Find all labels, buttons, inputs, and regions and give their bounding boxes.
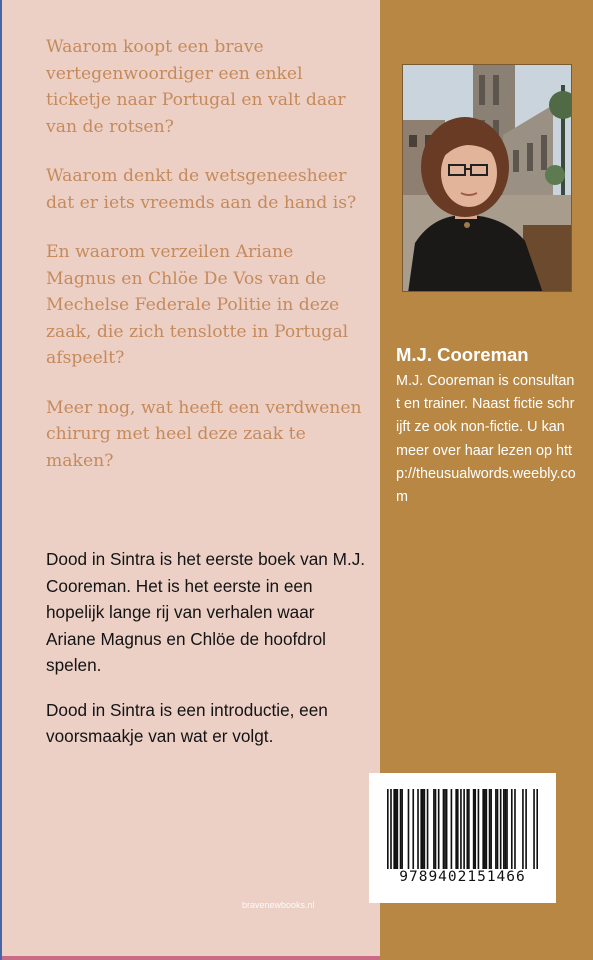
barcode-bar (455, 789, 457, 869)
barcode-bar (514, 789, 516, 869)
barcode-bar (435, 789, 437, 869)
barcode-bar (495, 789, 497, 869)
author-bio: M.J. Cooreman is consultant en trainer. Naast fictie schrijft ze ook non-fictie. U kan meer over haar lezen op http://theusualwords.weebly.com (396, 373, 576, 506)
blurb-paragraph: Dood in Sintra is een introductie, een voorsmaakje van wat er volgt. (46, 699, 328, 746)
barcode-bar (446, 789, 448, 869)
barcode-bar (387, 789, 389, 869)
barcode-bar (427, 789, 429, 869)
barcode-bar (466, 789, 468, 869)
barcode-bar (420, 789, 422, 869)
barcode-bar (417, 789, 419, 869)
barcode-bar (438, 789, 440, 869)
author-photo (402, 64, 572, 292)
barcode-bar (489, 789, 491, 869)
barcode-bar (484, 789, 486, 869)
barcode-bar (505, 789, 507, 869)
barcode-bar (511, 789, 513, 869)
barcode-bar (395, 789, 397, 869)
barcode-bar (463, 789, 465, 869)
barcode-bar (397, 789, 399, 869)
publisher-label: bravenewbooks.nl (242, 900, 315, 910)
isbn-number: 9789402151466 (399, 869, 526, 885)
bottom-edge-strip (2, 956, 382, 960)
teaser-paragraph: Waarom koopt een brave vertegenwoordiger een enkel ticketje naar Portugal en valt daar van de rotsen? (46, 37, 346, 137)
barcode-bar (473, 789, 475, 869)
barcode-bar (474, 789, 476, 869)
book-blurb (46, 546, 366, 768)
barcode-bar (533, 789, 535, 869)
author-name: M.J. Cooreman (396, 344, 529, 365)
barcode-bar (444, 789, 446, 869)
barcode-bar (422, 789, 424, 869)
barcode-bar (460, 789, 462, 869)
barcode-bar (490, 789, 492, 869)
barcode-bar (468, 789, 470, 869)
barcode-bar (400, 789, 402, 869)
barcode-bar (525, 789, 527, 869)
barcode-bar (424, 789, 426, 869)
barcode-bar (390, 789, 392, 869)
barcode-bar (500, 789, 502, 869)
barcode-bar (451, 789, 453, 869)
isbn-barcode (369, 773, 556, 903)
barcode-bar (522, 789, 524, 869)
barcode-bar (393, 789, 395, 869)
teaser-paragraph: Waarom denkt de wetsgeneesheer dat er iets vreemds aan de hand is? (46, 166, 357, 213)
teaser-paragraph: Meer nog, wat heeft een verdwenen chirurg met heel deze zaak te maken? (46, 397, 362, 471)
teaser-paragraph: En waarom verzeilen Ariane Magnus en Chlöe De Vos van de Mechelse Federale Politie in deze zaak, die zich tenslotte in Portugal afspeelt? (46, 242, 349, 368)
barcode-bar (478, 789, 480, 869)
teaser-text (46, 34, 362, 497)
barcode-bar (457, 789, 459, 869)
barcode-bar (503, 789, 505, 869)
barcode-bars (387, 789, 538, 869)
barcode-bar (401, 789, 403, 869)
barcode-bar (486, 789, 488, 869)
barcode-bar (536, 789, 538, 869)
barcode-bar (497, 789, 499, 869)
barcode-bar (443, 789, 445, 869)
barcode-bar (482, 789, 484, 869)
barcode-bar (506, 789, 508, 869)
blurb-paragraph: Dood in Sintra is het eerste boek van M.J. Cooreman. Het is het eerste in een hopelijk lange rij van verhalen waar Ariane Magnus en Chlöe de hoofdrol spelen. (46, 549, 366, 675)
barcode-bar (412, 789, 414, 869)
barcode-bar (433, 789, 435, 869)
barcode-bar (408, 789, 410, 869)
